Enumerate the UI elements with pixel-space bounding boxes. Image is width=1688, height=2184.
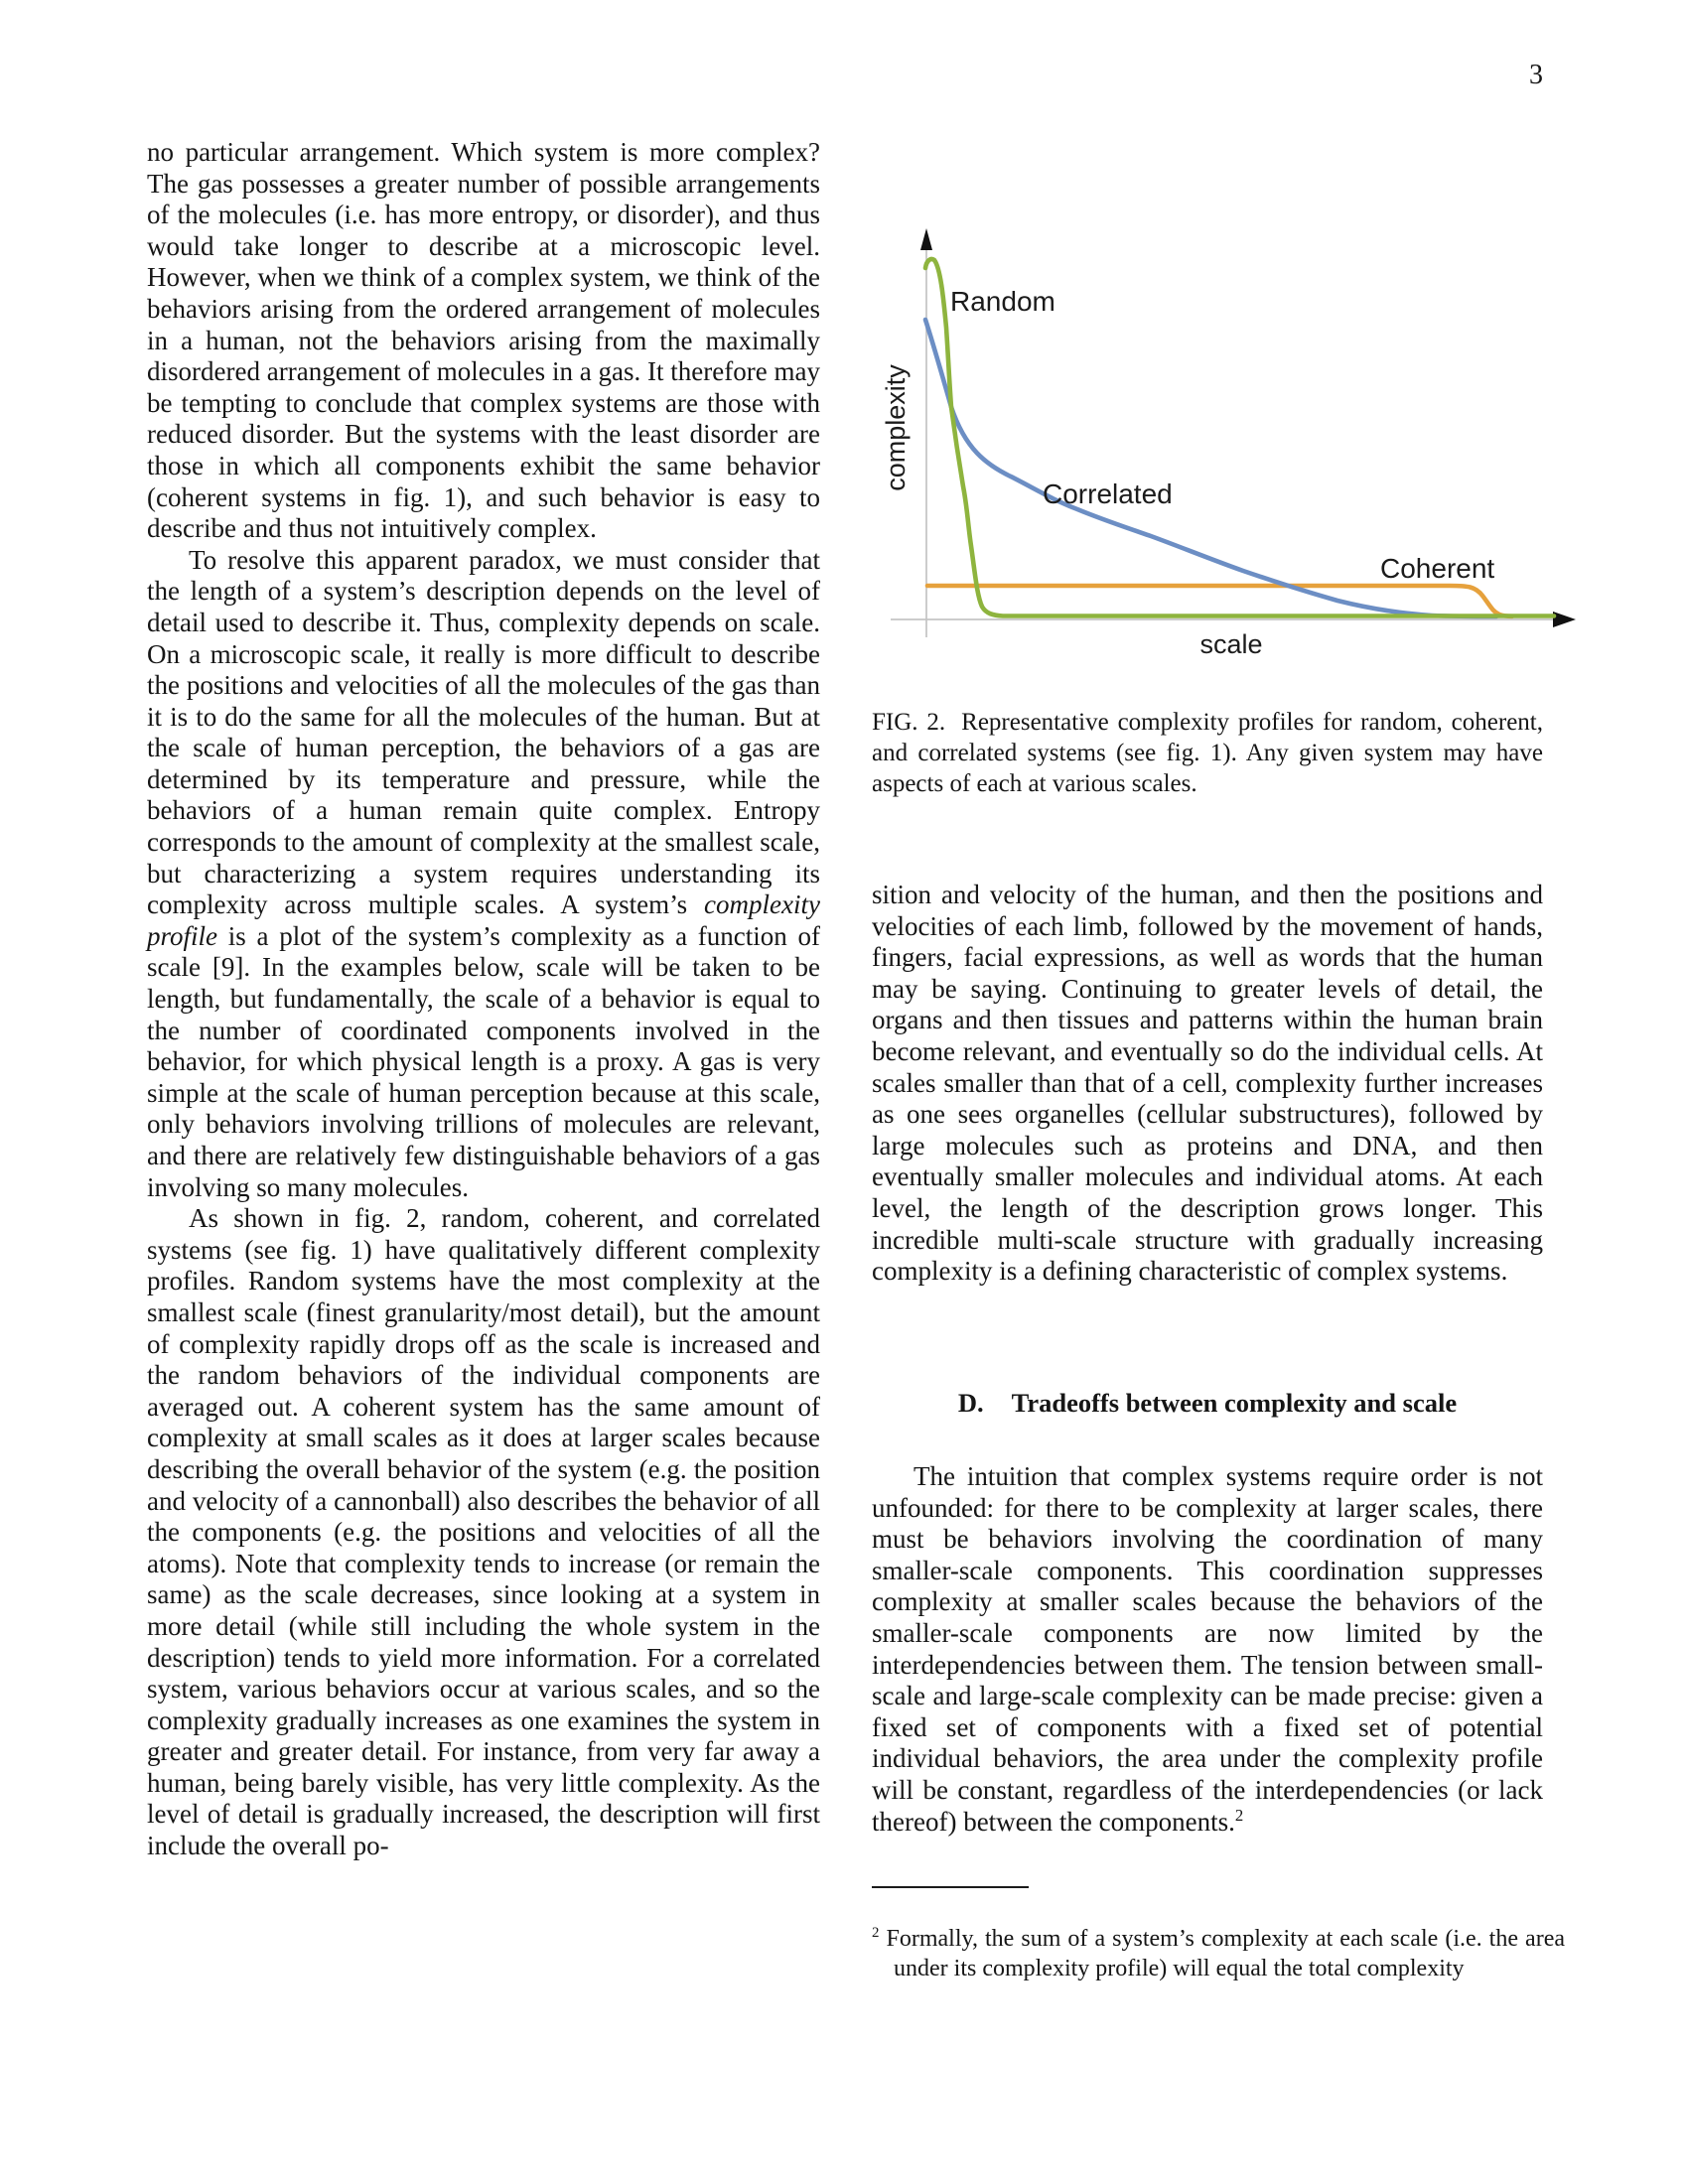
correlated-curve-label: Correlated <box>1043 478 1173 509</box>
italic-term-complexity-profile: complexity profile <box>147 889 820 951</box>
footnote-text: Formally, the sum of a system’s complexity at each scale (i.e. the area under its complexity profile) will equal the total complexity <box>886 1926 1566 1981</box>
paragraph-continuation <box>872 880 1543 1288</box>
section-title: Tradeoffs between complexity and scale <box>1011 1388 1458 1418</box>
left-column <box>147 137 820 1862</box>
paragraph-text: To resolve this apparent paradox, we must consider that the length of a system’s description depends on the level of detail used to describe it. Thus, complexity depends on scale. On a microscopic scale, it really is more difficult to describe the positions and velocities of all the molecules of the gas than it is to do the same for all the molecules of the human. But at the scale of human perception, the behaviors of a gas are determined by its temperature and pressure, while the behaviors of a human remain quite complex. Entropy corresponds to the amount of complexity at the smallest scale, but characterizing a system requires understanding its complexity across multiple scales. A system’s <box>147 544 820 920</box>
figure-2-complexity-profiles-chart <box>859 147 1589 663</box>
paragraph-continuation <box>147 137 820 545</box>
coherent-curve-label: Coherent <box>1380 553 1495 584</box>
x-axis-arrow-icon <box>1553 612 1576 627</box>
figure-caption <box>872 707 1543 799</box>
figure-caption-text: Representative complexity profiles for random, coherent, and correlated systems (see fig. 1). Any given system may have aspects of each at various scales. <box>872 709 1543 797</box>
paragraph <box>872 1461 1543 1838</box>
right-column-lower <box>872 1461 1543 1838</box>
page-number: 3 <box>1529 60 1543 90</box>
footnote-reference: 2 <box>1234 1805 1244 1825</box>
paragraph-text: The intuition that complex systems require order is not unfounded: for there to be complexity at larger scales, there must be behaviors involving the coordination of many smaller-scale components. This coordination suppresses complexity at smaller scales because the behaviors of the smaller-scale components are now limited by the interdependencies between them. The tension between small-scale and large-scale complexity can be made precise: given a fixed set of components with a fixed set of potential individual behaviors, the area under the complexity profile will be constant, regardless of the interdependencies (or lack thereof) between the components. <box>872 1461 1543 1837</box>
y-axis-label: complexity <box>881 364 911 491</box>
paragraph <box>147 1203 820 1861</box>
x-axis-label: scale <box>1199 629 1263 659</box>
random-curve-label: Random <box>950 286 1055 317</box>
coherent-curve <box>927 586 1512 616</box>
footnote-separator-rule <box>872 1886 1029 1888</box>
paragraph-text: sition and velocity of the human, and then the positions and velocities of each limb, followed by the movement of hands, fingers, facial expressions, as well as words that the human may be saying. Continuing to greater levels of detail, the organs and then tissues and patterns within the human brain become relevant, and eventually so do the individual cells. At scales smaller than that of a cell, complexity further increases as one sees organelles (cellular substructures), followed by large molecules such as proteins and DNA, and then eventually smaller molecules and individual atoms. At each level, the length of the description grows longer. This incredible multi-scale structure with gradually increasing complexity is a defining characteristic of complex systems. <box>872 880 1543 1287</box>
y-axis-arrow-icon <box>920 228 932 250</box>
figure-caption-tag: FIG. 2. <box>872 709 946 736</box>
paragraph-text: no particular arrangement. Which system is more complex? The gas possesses a greater number of possible arrangements of the molecules (i.e. has more entropy, or disorder), and thus would take longer to describe at a microscopic level. However, when we think of a complex system, we think of the behaviors arising from the ordered arrangement of molecules in a human, not the behaviors arising from the maximally disordered arrangement of molecules in a gas. It therefore may be tempting to conclude that complex systems are those with reduced disorder. But the systems with the least disorder are those in which all components exhibit the same behavior (coherent systems in fig. 1), and such behavior is easy to describe and thus not intuitively complex. <box>147 137 820 544</box>
footnote <box>872 1924 1565 1983</box>
paragraph-text: is a plot of the system’s complexity as a function of scale [9]. In the examples below, scale will be taken to be length, but fundamentally, the scale of a behavior is equal to the number of coordinated components involved in the behavior, for which physical length is a proxy. A gas is very simple at the scale of human perception because at this scale, only behaviors involving trillions of molecules are relevant, and there are relatively few distinguishable behaviors of a gas involving so many molecules. <box>147 920 820 1202</box>
section-heading-d <box>872 1388 1543 1419</box>
footnote-marker: 2 <box>872 1925 880 1941</box>
paragraph-text: As shown in fig. 2, random, coherent, and correlated systems (see fig. 1) have qualitatively different complexity profiles. Random systems have the most complexity at the smallest scale (finest granularity/most detail), but the amount of complexity rapidly drops off as the scale is increased and the random behaviors of the individual components are averaged out. A coherent system has the same amount of complexity at small scales as it does at larger scales because describing the overall behavior of the system (e.g. the position and velocity of a cannonball) also describes the behavior of all the components (e.g. the positions and velocities of all the atoms). Note that complexity tends to increase (or remain the same) as the scale decreases, since looking at a system in more detail (while still including the whole system in the description) tends to yield more information. For a correlated system, various behaviors occur at various scales, and so the complexity gradually increases as one examines the system in greater and greater detail. For instance, from very far away a human, being barely visible, has very little complexity. As the level of detail is gradually increased, the description will first include the overall po- <box>147 1203 820 1861</box>
right-column-upper <box>872 880 1543 1288</box>
paragraph <box>147 545 820 1203</box>
section-label: D. <box>957 1388 984 1418</box>
